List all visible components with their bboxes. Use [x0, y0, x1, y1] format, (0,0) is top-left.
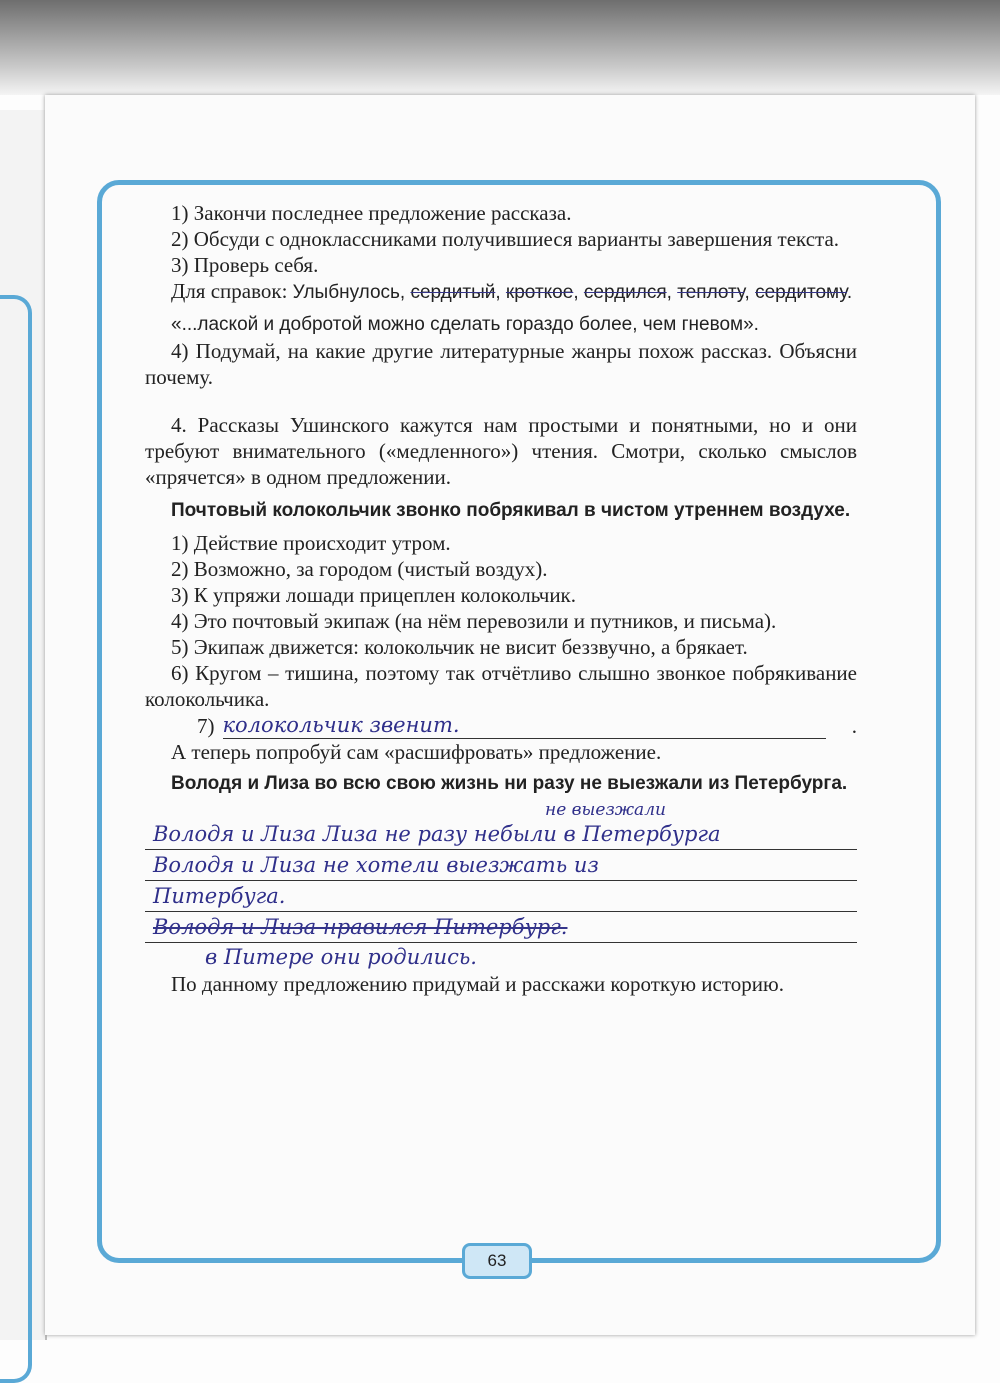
handwritten-answer-struck: Володя и Лиза нравился Питербург. — [153, 915, 568, 939]
answer-line[interactable] — [145, 881, 857, 912]
handwritten-answer: Володя и Лиза не хотели выезжать из — [153, 853, 599, 877]
reference-word: сердился — [583, 282, 667, 303]
point-7: 7) колокольчик звенит. . — [145, 712, 857, 739]
point-7-field[interactable] — [223, 712, 826, 739]
handwritten-answer: Питербуга. — [153, 884, 286, 908]
reference-word: сердитый — [410, 282, 496, 303]
try-yourself: А теперь попробуй сам «расшифровать» предложение. — [171, 740, 662, 764]
task-item-3: 3) Проверь себя. — [171, 253, 319, 277]
left-page-frame — [0, 295, 32, 1383]
scan-background — [0, 0, 1000, 95]
task-item-4: 4) Подумай, на какие другие литературные жанры похож рассказ. Объясни почему. — [145, 339, 857, 389]
point: 1) Действие происходит утром. — [171, 531, 451, 555]
correction-row — [145, 797, 857, 819]
reference-word: кроткое — [505, 282, 574, 303]
page-number: 63 — [462, 1243, 532, 1279]
page-content — [145, 200, 857, 997]
example-sentence-2: Володя и Лиза во всю свою жизнь ни разу не выезжали из Петербурга. — [171, 773, 848, 794]
handwritten-answer: колокольчик звенит. — [222, 713, 460, 737]
answer-line[interactable] — [145, 850, 857, 881]
closing-task: По данному предложению придумай и расскажи короткую историю. — [171, 972, 784, 996]
reference-label: Для справок: — [171, 279, 293, 303]
example-sentence: Почтовый колокольчик звонко побрякивал в чистом утреннем воздухе. — [171, 500, 851, 521]
task-item-2: 2) Обсуди с одноклассниками получившиеся варианты завершения текста. — [171, 227, 840, 251]
handwritten-answer: Володя и Лиза Лиза не разу небыли в Петербурга — [153, 822, 721, 846]
handwritten-correction: не выезжали — [545, 800, 666, 820]
reference-words: Для справок: Улыбнулось, сердитый, кроткое, сердился, теплоту, сердитому. — [171, 279, 853, 303]
point: 5) Экипаж движется: колокольчик не висит беззвучно, а брякает. — [171, 635, 748, 659]
left-page-edge — [0, 110, 47, 1340]
answer-line[interactable] — [145, 912, 857, 943]
task4-intro: 4. Рассказы Ушинского кажутся нам простыми и понятными, но и они требуют внимательного («медленного») чтения. Смотри, сколько смыслов «прячется» в одном предложении. — [145, 413, 857, 489]
task-item-1: 1) Закончи последнее предложение рассказа. — [171, 201, 572, 225]
point-7-label: 7) — [197, 714, 215, 738]
point: 6) Кругом – тишина, поэтому так отчётливо слышно звонкое побрякивание колокольчика. — [145, 661, 857, 711]
answer-note-row — [145, 943, 857, 971]
reference-word: сердитому — [755, 282, 847, 303]
quote: «...лаской и добротой можно сделать гораздо более, чем гневом». — [171, 314, 759, 335]
reference-word: Улыбнулось — [292, 282, 400, 303]
point: 2) Возможно, за городом (чистый воздух). — [171, 557, 548, 581]
point: 3) К упряжи лошади прицеплен колокольчик. — [171, 583, 577, 607]
handwritten-answer: в Питере они родились. — [205, 945, 477, 969]
point: 4) Это почтовый экипаж (на нём перевозили и путников, и письма). — [171, 609, 777, 633]
reference-word: теплоту — [677, 282, 745, 303]
answer-line[interactable] — [145, 819, 857, 850]
